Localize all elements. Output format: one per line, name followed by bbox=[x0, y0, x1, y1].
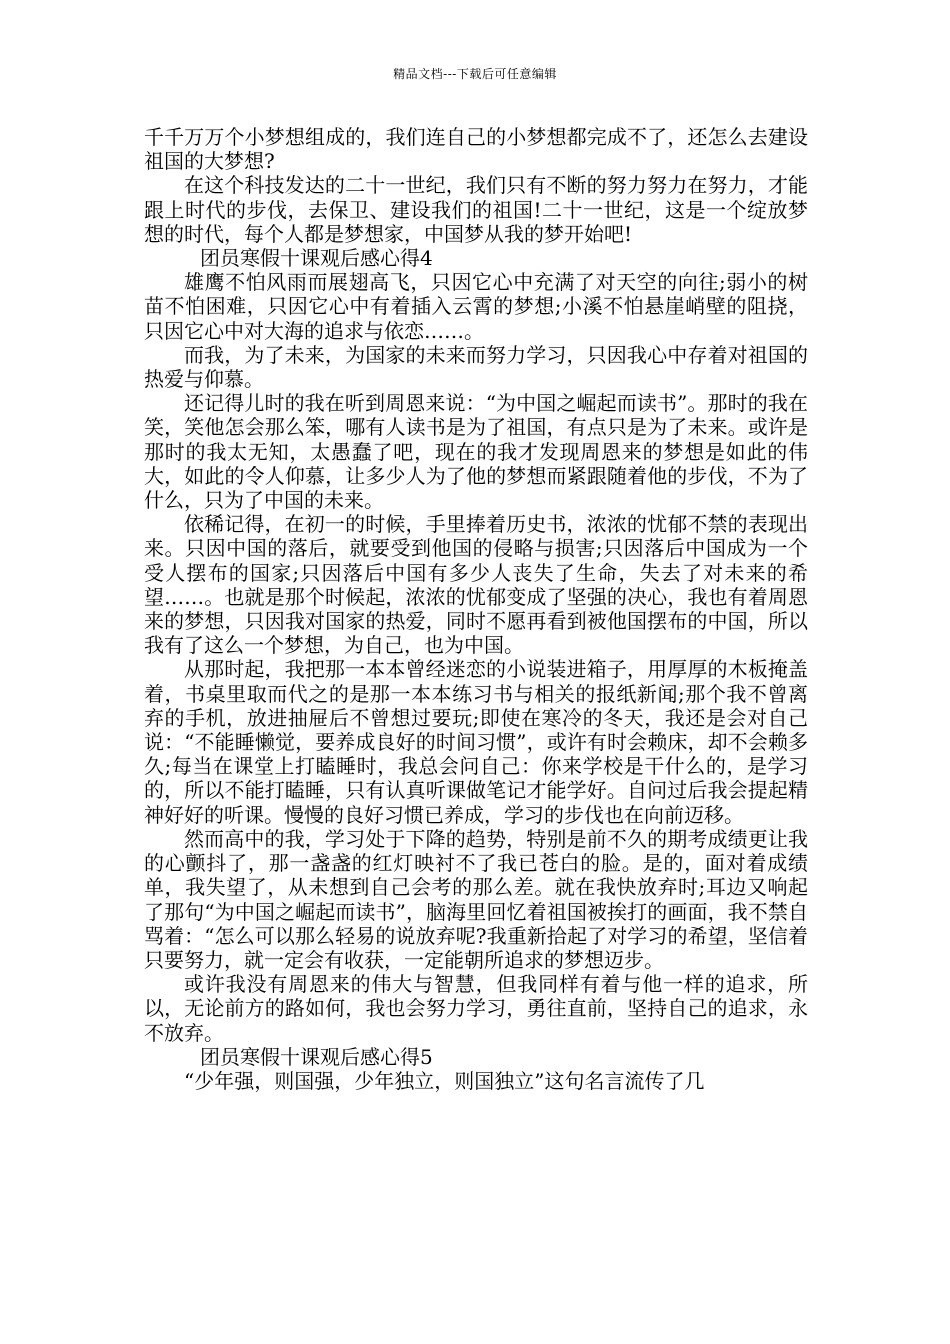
paragraph: “少年强，则国强，少年独立，则国独立”这句名言流传了几 bbox=[184, 1068, 705, 1093]
paragraph: 而我，为了未来，为国家的未来而努力学习，只因我心中存着对祖国的热爱与仰慕。 bbox=[144, 342, 808, 392]
paragraph: 在这个科技发达的二十一世纪，我们只有不断的努力努力在努力，才能跟上时代的步伐，去保卫、建设我们的祖国!二十一世纪，这是一个绽放梦想的时代，每个人都是梦想家，中国梦从我的梦开始吧! bbox=[144, 173, 808, 246]
section-heading: 团员寒假十课观后感心得5 bbox=[200, 1044, 433, 1069]
document-body bbox=[144, 125, 808, 1093]
section-heading: 团员寒假十课观后感心得4 bbox=[200, 246, 433, 271]
paragraph: 或许我没有周恩来的伟大与智慧，但我同样有着与他一样的追求，所以，无论前方的路如何，我也会努力学习，勇往直前，坚持自己的追求，永不放弃。 bbox=[144, 972, 808, 1045]
page-header: 精品文档---下载后可任意编辑 bbox=[393, 67, 557, 81]
paragraph: 雄鹰不怕风雨而展翅高飞，只因它心中充满了对天空的向往;弱小的树苗不怕困难，只因它心中有着插入云霄的梦想;小溪不怕悬崖峭壁的阻挠，只因它心中对大海的追求与依恋……。 bbox=[144, 270, 808, 343]
paragraph: 从那时起，我把那一本本曾经迷恋的小说装进箱子，用厚厚的木板掩盖着，书桌里取而代之的是那一本本练习书与相关的报纸新闻;那个我不曾离弃的手机，放进抽屉后不曾想过要玩;即使在寒冷的冬天，我还是会对自己说：“不能睡懒觉，要养成良好的时间习惯”，或许有时会赖床，却不会赖多久;每当在课堂上打瞌睡时，我总会问自己：你来学校是干什么的，是学习的，所以不能打瞌睡，只有认真听课做笔记才能学好。自问过后我会提起精神好好的听课。慢慢的良好习惯已养成，学习的步伐也在向前迈移。 bbox=[144, 657, 808, 827]
paragraph: 然而高中的我，学习处于下降的趋势，特别是前不久的期考成绩更让我的心颤抖了，那一盏盏的红灯映衬不了我已苍白的脸。是的，面对着成绩单，我失望了，从未想到自己会考的那么差。就在我快放弃时;耳边又响起了那句“为中国之崛起而读书”，脑海里回忆着祖国被挨打的画面，我不禁自骂着：“怎么可以那么轻易的说放弃呢?我重新拾起了对学习的希望，坚信着只要努力，就一定会有收获，一定能朝所追求的梦想迈步。 bbox=[144, 826, 808, 972]
paragraph: 还记得儿时的我在听到周恩来说：“为中国之崛起而读书”。那时的我在笑，笑他怎会那么笨，哪有人读书是为了祖国，有点只是为了未来。或许是那时的我太无知，太愚蠢了吧，现在的我才发现周恩来的梦想是如此的伟大，如此的令人仰慕，让多少人为了他的梦想而紧跟随着他的步伐，不为了什么，只为了中国的未来。 bbox=[144, 391, 808, 513]
paragraph: 依稀记得，在初一的时候，手里捧着历史书，浓浓的忧郁不禁的表现出来。只因中国的落后，就要受到他国的侵略与损害;只因落后中国成为一个受人摆布的国家;只因落后中国有多少人丧失了生命，失去了对未来的希望……。也就是那个时候起，浓浓的忧郁变成了坚强的决心，我也有着周恩来的梦想，只因我对国家的热爱，同时不愿再看到被他国摆布的中国，所以我有了这么一个梦想，为自己，也为中国。 bbox=[144, 512, 808, 658]
paragraph: 千千万万个小梦想组成的，我们连自己的小梦想都完成不了，还怎么去建设祖国的大梦想? bbox=[144, 125, 808, 174]
